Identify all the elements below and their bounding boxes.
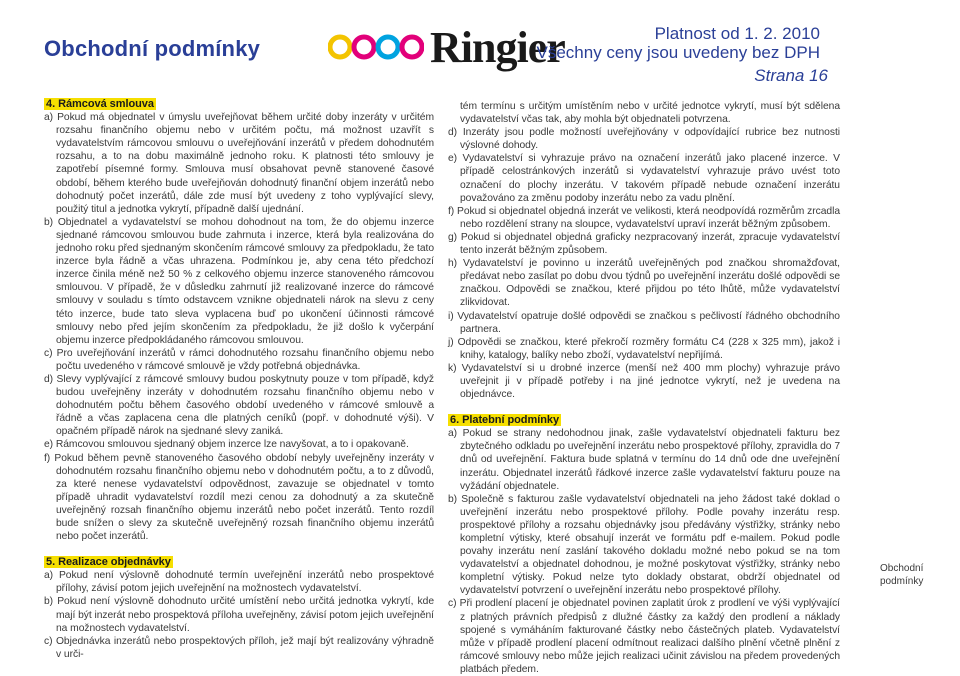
section-5-g: g) Pokud si objednatel objedná graficky nezpracovaný inzerát, zpracuje vydavatelství tento inzerát běžným způsobem. bbox=[448, 231, 840, 257]
section-6-a: a) Pokud se strany nedohodnou jinak, zašle vydavatelství objednateli fakturu bez zbytečného odkladu po uveřejnění inzerátu nebo prospektové přílohy, zpravidla do 7 dnů od uveřejnění. Faktura bude splatná v termínu do 14 dnů ode dne uveřejnění inzerátu. Objednatel inzerátů řádkové inzerce zašle vydavatelství fakturu pouze na vyžádání objednatele. bbox=[448, 428, 840, 492]
section-5-h: h) Vydavatelství je povinno u inzerátů uveřejněných pod značkou shromažďovat, předávat nebo zasílat po dobu dvou týdnů po uveřejnění inzerátu došlé odpovědi se značkou. Odpovědi se značkou, které přijdou po této lhůtě, může vydavatelství zlikvidovat. bbox=[448, 258, 840, 309]
document-title: Obchodní podmínky bbox=[44, 36, 261, 61]
page-number: Strana 16 bbox=[754, 66, 828, 85]
section-5-e: e) Vydavatelství si vyhrazuje právo na označení inzerátů jako placené inzerce. V případě celostránkových inzerátů si vydavatelství vyhrazuje právo uvést toto označení do plochy inzerátu. V takovém případě nebude označení inzerátu považováno za změnu podoby inzerátu nebo za vadu plnění. bbox=[448, 153, 840, 204]
section-6-title: 6. Platební podmínky bbox=[450, 414, 560, 427]
prices-note: Všechny ceny jsou uvedeny bez DPH bbox=[536, 43, 820, 62]
section-4-f: f) Pokud během pevně stanoveného časového období nebyly uveřejněny inzeráty v dohodnutém rozsahu finančního objemu nebo v dohodnutém počtu, a to z důvodů, za které nenese vydavatelství odpovědnost, zavazuje se objednatel v tomto případě uhradit vydavatelství rozdíl mezi cenou za dohodnutý a za skutečně uveřejněný rozsah finančního objemu inzerátů nebo počet inzerátů. Tento rozdíl bude snížen o slevy za skutečně uveřejněný rozsah finančního objemu inzerátů nebo počet inzerátů. bbox=[44, 452, 434, 543]
header-info bbox=[537, 24, 821, 63]
section-5-k: k) Vydavatelství si u drobné inzerce (menší než 400 mm plochy) vyhrazuje právo uveřejnit ji v případě potřeby i na jiné jednotce vykrytí, než je uvedena na objednávce. bbox=[448, 362, 840, 401]
section-5-title: 5. Realizace objednávky bbox=[46, 556, 171, 569]
side-footer-note: Obchodní podmínky bbox=[880, 563, 924, 587]
section-6-c: c) Při prodlení placení je objednatel povinen zaplatit úrok z prodlení ve výši vyplývající z platných právních předpisů z dlužné částky za každý den prodlení a náklady spojené s vymáháním fakturované částky nebo částečných plateb. Vydavatelství může v případě prodlení placení odmítnout realizaci dalšího plnění včetně plnění z rámcové smlouvy nebo může jejich realizaci učinit závislou na předem provedených platbách předem. bbox=[448, 598, 840, 675]
right-column bbox=[448, 100, 840, 676]
section-4-e: e) Rámcovou smlouvou sjednaný objem inzerce lze navyšovat, a to i opakovaně. bbox=[44, 439, 409, 451]
section-5-j: j) Odpovědi se značkou, které překročí rozměry formátu C4 (228 x 325 mm), jakož i knihy, katalogy, balíky nebo zboží, vydavatelství nepřijímá. bbox=[448, 336, 840, 361]
section-6-b: b) Společně s fakturou zašle vydavatelství objednateli na jeho žádost také doklad o uveřejnění inzerátu nebo prospektové přílohy. Podle povahy inzerátu resp. prospektové přílohy a rozsahu objednávky jsou předávány výstřižky, stránky nebo kompletní výtisky, které obsahují inzerát ve formátu pdf e-mailem. Pokud podle povahy inzerátu není zaslání takového dokladu možné nebo pokud se na tom vydavatelství a objednatel dohodnou, je možné poskytovat výstřižky, stránky nebo kompletní výtisky. Pokud nelze tyto doklady obstarat, obdrží objednatel od vydavatelství potvrzení o uveřejnění inzerátu nebo prospektové přílohy. bbox=[448, 493, 840, 597]
section-4-c: c) Pro uveřejňování inzerátů v rámci dohodnutého rozsahu finančního objemu nebo počtu uvedeného v rámcové smlouvě je vždy potřebná objednávka. bbox=[44, 347, 434, 372]
section-5-c-continued: tém termínu s určitým umístěním nebo v určité jednotce vykrytí, musí být sdělena vydavatelství včas tak, aby mohla být objednateli potvrzena. bbox=[460, 101, 840, 126]
section-5-a: a) Pokud není výslovně dohodnuté termín uveřejnění inzerátů nebo prospektové přílohy, závisí potom jejich uveřejnění na možnostech vydavatelství. bbox=[44, 570, 434, 595]
rings-logo-icon bbox=[328, 32, 424, 62]
section-5-i: i) Vydavatelství opatruje došlé odpovědi se značkou s pečlivostí řádného obchodního partnera. bbox=[448, 310, 840, 335]
ringier-logo bbox=[328, 22, 565, 72]
section-5-b: b) Pokud není výslovně dohodnuto určité umístění nebo určitá jednotka vykrytí, kde mají být inzerát nebo prospektová příloha uveřejněny, závisí potom jejich uveřejnění na možnostech vydavatelství. bbox=[44, 596, 434, 634]
section-5-d: d) Inzeráty jsou podle možností uveřejňovány v odpovídající rubrice bez nutnosti výslovné dohody. bbox=[448, 127, 840, 152]
section-4-title: 4. Rámcová smlouva bbox=[46, 98, 154, 110]
section-4-d: d) Slevy vyplývající z rámcové smlouvy budou poskytnuty pouze v tom případě, když budou uveřejněny inzeráty v dohodnutém rozsahu finančního objemu nebo v dohodnutém počtu během časového období uvedeného v rámcové smlouvě a řádně a včas zaplacena cena dle platných ceníků (popř. v dohodnuté výši). V opačném případě nárok na sjednané slevy zaniká. bbox=[44, 373, 434, 438]
section-4-b: b) Objednatel a vydavatelství se mohou dohodnout na tom, že do objemu inzerce sjednané rámcovou smlouvou bude zahrnuta i inzerce, která byla realizována do jednoho roku před sjednaným skončením rámcové smlouvy za předpokladu, že tato inzerce byla řádně a včas uhrazena. Podmínkou je, aby cena této předchozí inzerce činila méně než 50 % z celkového objemu inzerce stanoveného rámcovou smlouvou. V případě, že v důsledku zahrnutí již realizované inzerce do rámcové smlouvy v souladu s tímto odstavcem vznikne objednateli nárok na slevu z ceny této inzerce, bude tato sleva vyplacena buď po ukončení účinnosti rámcové smlouvy nebo před jejím skončením za předpokladu, že již došlo k vyčerpání objemu inzerce předpokládaného rámcovou smlouvou. bbox=[44, 216, 434, 346]
section-5-f: f) Pokud si objednatel objedná inzerát ve velikosti, která neodpovídá rozměrům zrcadla nebo rozdělení strany na sloupce, vydavatelství upraví inzerát běžným způsobem. bbox=[448, 205, 840, 230]
brand-name: Ringier bbox=[430, 22, 565, 72]
validity-date: Platnost od 1. 2. 2010 bbox=[654, 24, 820, 43]
section-5-c: c) Objednávka inzerátů nebo prospektových příloh, jež mají být realizovány výhradně v urči- bbox=[44, 635, 434, 660]
left-column bbox=[44, 98, 434, 661]
section-4-a: a) Pokud má objednatel v úmyslu uveřejňovat během určité doby inzeráty v určitém rozsahu finančního objemu nebo v určitém počtu, má možnost uzavřít s vydavatelstvím rámcovou smlouvu o uveřejňování inzerátů v předem dohodnutém rozsahu, a to na dobu maximálně jednoho roku. K platnosti této smlouvy je zapotřebí písemné formy. Smlouva musí obsahovat pevně stanovené časové období, během kterého bude uveřejňován dohodnutý finanční objem inzerátů nebo dohodnutý počet inzerátů, dále zde musí být uvedeny z toho vyplývající slevy, použitý titul a jednotka vykrytí, případně další ujednání. bbox=[44, 112, 434, 215]
